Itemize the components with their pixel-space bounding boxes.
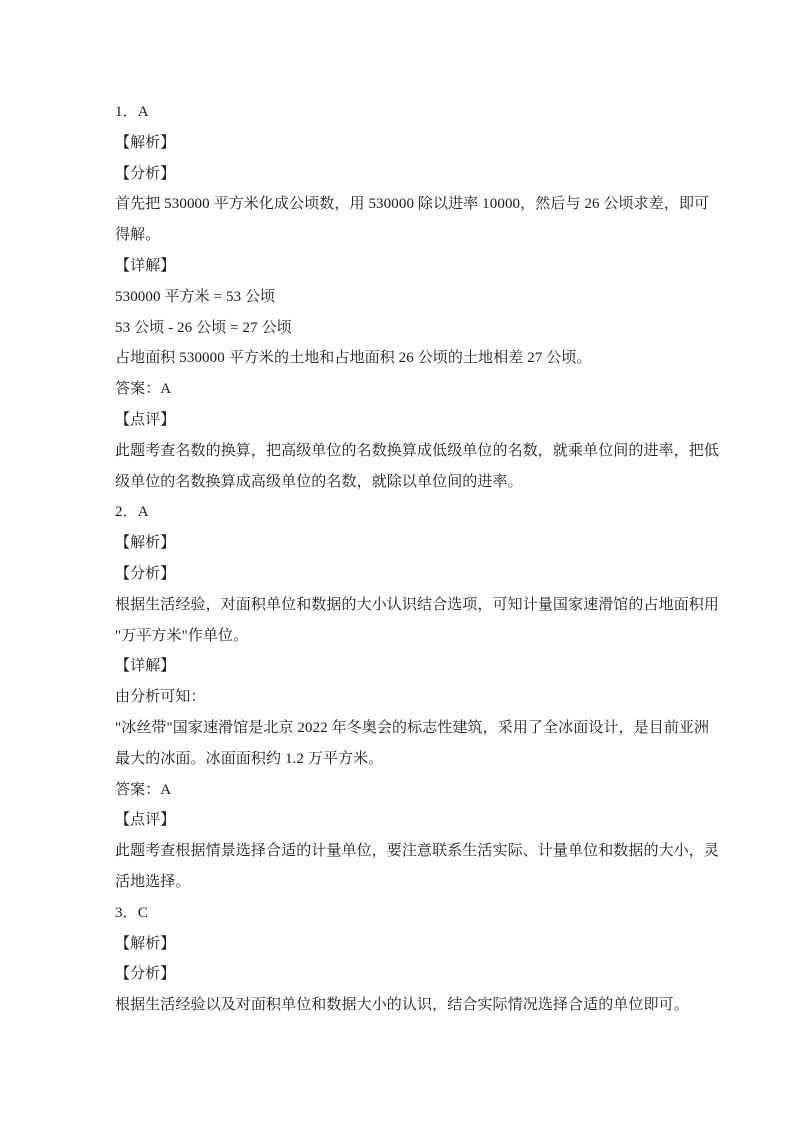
text-line: 此题考查名数的换算，把高级单位的名数换算成低级单位的名数，就乘单位间的进率，把低	[115, 442, 720, 459]
text-line: 【分析】	[115, 565, 176, 582]
text-line: 占地面积 530000 平方米的土地和占地面积 26 公顷的土地相差 27 公顷。	[115, 350, 592, 367]
text-line: "万平方米"作单位。	[115, 627, 249, 644]
text-line: 530000 平方米 = 53 公顷	[115, 288, 276, 305]
text-line: 【点评】	[115, 411, 176, 428]
text-line: 【分析】	[115, 165, 176, 182]
text-line: 根据生活经验，对面积单位和数据的大小认识结合选项，可知计量国家速滑馆的占地面积用	[115, 596, 720, 613]
text-line: 答案：A	[115, 381, 172, 398]
text-line: 级单位的名数换算成高级单位的名数，就除以单位间的进率。	[115, 473, 523, 490]
text-line: 活地选择。	[115, 873, 191, 890]
text-line: 【点评】	[115, 812, 176, 829]
text-line: 答案：A	[115, 781, 172, 798]
text-line: 得解。	[115, 227, 161, 244]
text-line: 【详解】	[115, 257, 176, 274]
text-line: 53 公顷 - 26 公顷 = 27 公顷	[115, 319, 292, 336]
text-line: 【分析】	[115, 966, 176, 983]
text-line: 此题考查根据情景选择合适的计量单位，要注意联系生活实际、计量单位和数据的大小，灵	[115, 843, 720, 860]
text-line: "冰丝带"国家速滑馆是北京 2022 年冬奥会的标志性建筑，采用了全冰面设计，是目前亚洲	[115, 719, 710, 736]
text-line: 由分析可知：	[115, 689, 206, 706]
text-line: 根据生活经验以及对面积单位和数据大小的认识，结合实际情况选择合适的单位即可。	[115, 997, 689, 1014]
text-line: 3．C	[115, 904, 148, 921]
document-lines	[115, 97, 720, 1021]
text-line: 【解析】	[115, 935, 176, 952]
text-line: 【解析】	[115, 134, 176, 151]
text-line: 最大的冰面。冰面面积约 1.2 万平方米。	[115, 750, 384, 767]
text-line: 1．A	[115, 104, 149, 120]
text-line: 【解析】	[115, 535, 176, 552]
text-line: 2．A	[115, 504, 149, 521]
text-line: 首先把 530000 平方米化成公顷数，用 530000 除以进率 10000，然后与 26 公顷求差，即可	[115, 196, 710, 213]
text-line: 【详解】	[115, 658, 176, 675]
